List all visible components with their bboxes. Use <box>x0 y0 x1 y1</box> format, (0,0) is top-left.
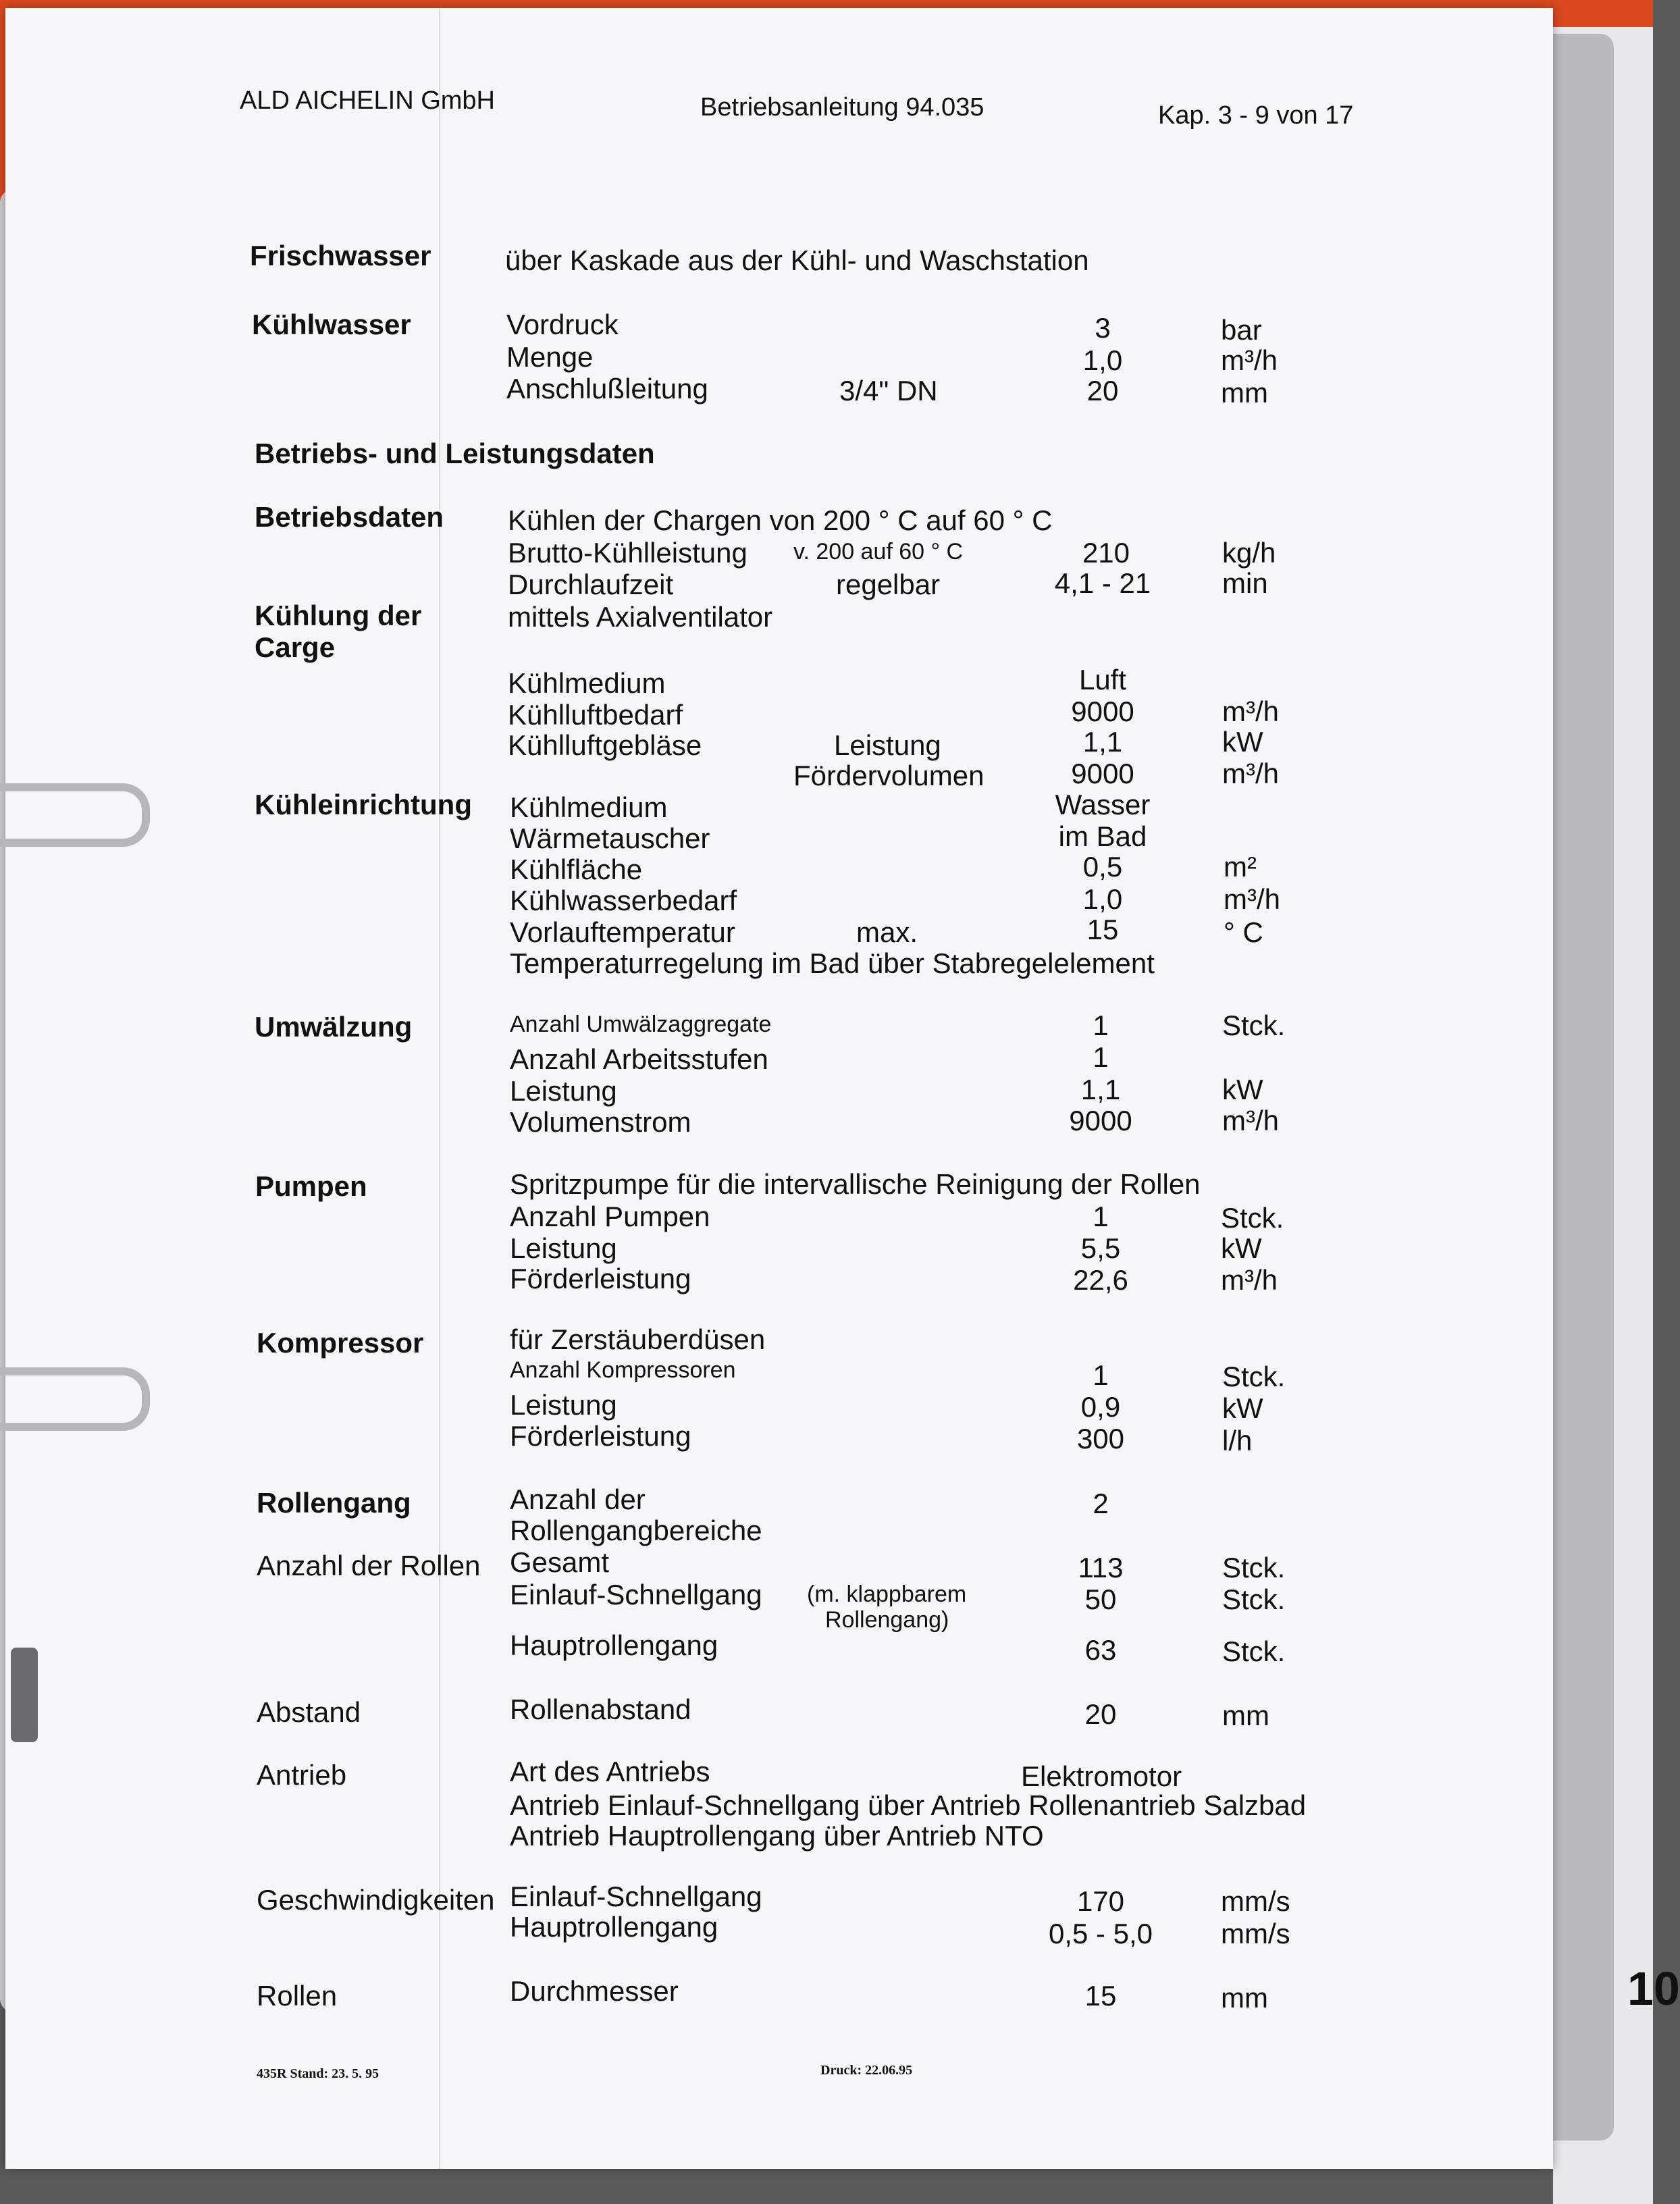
unit: Stck. <box>1222 1583 1286 1615</box>
value: 15 <box>1086 914 1119 945</box>
margin-line <box>439 8 440 2169</box>
label-betriebsdaten: Betriebsdaten <box>255 501 444 533</box>
note: Fördervolumen <box>793 760 985 791</box>
value: 22,6 <box>1073 1264 1128 1296</box>
value: 1 <box>1093 1041 1109 1073</box>
item: Kühlwasserbedarf <box>510 885 737 916</box>
label-kuehleinrichtung: Kühleinrichtung <box>255 789 472 820</box>
binder-clip <box>11 1648 38 1742</box>
value: im Bad <box>1058 820 1147 852</box>
value: 300 <box>1076 1423 1125 1454</box>
item: Anzahl Arbeitsstufen <box>510 1043 768 1075</box>
item: Anschlußleitung <box>506 373 708 404</box>
unit: Stck. <box>1221 1202 1284 1234</box>
unit: Stck. <box>1222 1009 1286 1041</box>
note: max. <box>856 916 918 948</box>
value: 1 <box>1093 1359 1109 1391</box>
line-pumpen: Spritzpumpe für die intervallische Reinigung der Rollen <box>510 1168 1201 1200</box>
unit: m³/h <box>1222 1105 1279 1136</box>
value: 2 <box>1093 1488 1109 1519</box>
line-kompressor: für Zerstäuberdüsen <box>510 1323 766 1355</box>
value: 0,5 - 5,0 <box>1048 1918 1153 1949</box>
unit: Stck. <box>1222 1552 1286 1583</box>
label-rollengang: Rollengang <box>257 1487 411 1519</box>
value: 5,5 <box>1080 1232 1121 1264</box>
item: Hauptrollengang <box>510 1911 718 1943</box>
item: Einlauf-Schnellgang <box>510 1881 762 1912</box>
value: 50 <box>1084 1583 1117 1615</box>
value: 1,1 <box>1082 726 1123 758</box>
unit: bar <box>1221 314 1262 346</box>
label-antrieb: Antrieb <box>257 1759 347 1791</box>
item: Kühlluftbedarf <box>508 699 683 731</box>
item: Art des Antriebs <box>510 1756 710 1787</box>
item: Volumenstrom <box>510 1106 691 1138</box>
item: Anzahl Umwälzaggregate <box>510 1012 772 1037</box>
unit: mm <box>1222 1700 1269 1731</box>
footer-druck: Druck: 22.06.95 <box>820 2063 913 2078</box>
item-anzahl-der: Anzahl der <box>510 1484 646 1515</box>
item: Leistung <box>510 1389 617 1421</box>
unit: m³/h <box>1221 1264 1278 1296</box>
label-kompressor: Kompressor <box>257 1327 424 1359</box>
unit: m³/h <box>1222 696 1279 727</box>
side-tab-number: 10 <box>1627 1962 1680 2015</box>
value: 20 <box>1086 375 1119 406</box>
unit: m³/h <box>1222 758 1279 789</box>
note: (m. klappbarem <box>807 1581 967 1607</box>
value: 1,0 <box>1082 883 1123 915</box>
heading-betriebs-leistungsdaten: Betriebs- und Leistungsdaten <box>255 438 655 469</box>
value: 0,5 <box>1082 851 1123 883</box>
unit: mm <box>1221 377 1268 409</box>
value: 113 <box>1078 1552 1124 1583</box>
item: Rollenabstand <box>510 1694 691 1725</box>
item: Menge <box>506 341 594 373</box>
footer-stand: 435R Stand: 23. 5. 95 <box>257 2066 379 2081</box>
item: Anzahl Kompressoren <box>510 1357 736 1383</box>
item: Kühlmedium <box>510 791 668 823</box>
label-umwaelzung: Umwälzung <box>255 1011 413 1043</box>
unit: Stck. <box>1222 1361 1286 1392</box>
unit: m³/h <box>1221 344 1278 376</box>
item: Durchmesser <box>510 1975 679 2007</box>
item: Einlauf-Schnellgang <box>510 1579 762 1610</box>
unit: mm/s <box>1221 1885 1290 1917</box>
header-page: Kap. 3 - 9 von 17 <box>1158 101 1354 130</box>
unit: m³/h <box>1224 883 1280 915</box>
unit: kW <box>1222 1074 1263 1105</box>
item: Kühlluftgebläse <box>508 729 702 761</box>
value: 1 <box>1093 1009 1109 1041</box>
label-abstand: Abstand <box>257 1696 361 1728</box>
label-rollen: Rollen <box>257 1980 338 2012</box>
item: Kühlfläche <box>510 854 643 885</box>
value: 1,0 <box>1082 344 1123 376</box>
item: Förderleistung <box>510 1420 691 1452</box>
line-betriebsdaten: Kühlen der Chargen von 200 ° C auf 60 ° C <box>508 504 1053 536</box>
unit: mm/s <box>1221 1918 1290 1949</box>
binder-ring-lower <box>0 1367 150 1431</box>
line-antrieb-haupt: Antrieb Hauptrollengang über Antrieb NTO <box>510 1820 1044 1852</box>
item: Durchlaufzeit <box>508 569 674 600</box>
unit: m² <box>1224 851 1257 883</box>
item: Leistung <box>510 1075 617 1107</box>
line-kuehlung: mittels Axialventilator <box>508 601 773 633</box>
item: Gesamt <box>510 1546 610 1578</box>
note: Rollengang) <box>825 1607 949 1633</box>
unit: kW <box>1222 1392 1263 1424</box>
unit: l/h <box>1222 1425 1253 1457</box>
value: 4,1 - 21 <box>1054 567 1151 599</box>
value: 1 <box>1093 1201 1109 1232</box>
item: Brutto-Kühlleistung <box>508 537 747 569</box>
value: 9000 <box>1071 758 1134 789</box>
value: 3 <box>1095 312 1111 344</box>
header-manual: Betriebsanleitung 94.035 <box>700 93 985 122</box>
value: 63 <box>1084 1634 1117 1666</box>
item: Kühlmedium <box>508 667 666 699</box>
value: Luft <box>1078 664 1127 696</box>
unit: mm <box>1221 1982 1268 2014</box>
header-company: ALD AICHELIN GmbH <box>240 86 495 115</box>
item: Vorlauftemperatur <box>510 916 735 948</box>
note: v. 200 auf 60 ° C <box>793 539 964 565</box>
unit: kg/h <box>1222 537 1276 569</box>
value: 170 <box>1076 1885 1125 1917</box>
note: 3/4" DN <box>839 375 938 406</box>
line-temperaturregelung: Temperaturregelung im Bad über Stabregelelement <box>510 947 1155 979</box>
item: Hauptrollengang <box>510 1629 718 1661</box>
unit: kW <box>1222 726 1263 758</box>
item: Förderleistung <box>510 1263 691 1294</box>
value: Wasser <box>1055 789 1151 820</box>
text-frischwasser: über Kaskade aus der Kühl- und Waschstation <box>505 244 1089 276</box>
label-kuehlwasser: Kühlwasser <box>252 309 411 340</box>
value: 0,9 <box>1080 1391 1121 1423</box>
item-rollengangbereiche: Rollengangbereiche <box>510 1515 762 1546</box>
value: 20 <box>1084 1698 1117 1730</box>
item: Wärmetauscher <box>510 822 710 854</box>
value: Elektromotor <box>1021 1760 1182 1792</box>
unit: kW <box>1221 1232 1262 1264</box>
line-antrieb-einlauf: Antrieb Einlauf-Schnellgang über Antrieb Rollenantrieb Salzbad <box>510 1789 1307 1821</box>
item: Vordruck <box>506 309 619 340</box>
note: Leistung <box>834 729 941 761</box>
label-kuehlung-der: Kühlung der <box>255 600 422 631</box>
label-frischwasser: Frischwasser <box>250 240 431 271</box>
value: 9000 <box>1069 1105 1132 1136</box>
item: Anzahl Pumpen <box>510 1201 710 1232</box>
value: 1,1 <box>1080 1074 1121 1105</box>
value: 15 <box>1084 1980 1117 2012</box>
unit: Stck. <box>1222 1635 1286 1667</box>
note: regelbar <box>836 569 941 600</box>
value: 210 <box>1082 537 1130 569</box>
label-geschwindigkeiten: Geschwindigkeiten <box>257 1884 495 1916</box>
label-anzahl-der-rollen: Anzahl der Rollen <box>257 1550 481 1581</box>
unit: ° C <box>1224 916 1263 948</box>
label-carge: Carge <box>255 631 336 663</box>
item: Leistung <box>510 1232 617 1264</box>
label-pumpen: Pumpen <box>255 1170 367 1202</box>
value: 9000 <box>1071 696 1134 727</box>
binder-ring-upper <box>0 783 150 847</box>
unit: min <box>1222 567 1268 599</box>
